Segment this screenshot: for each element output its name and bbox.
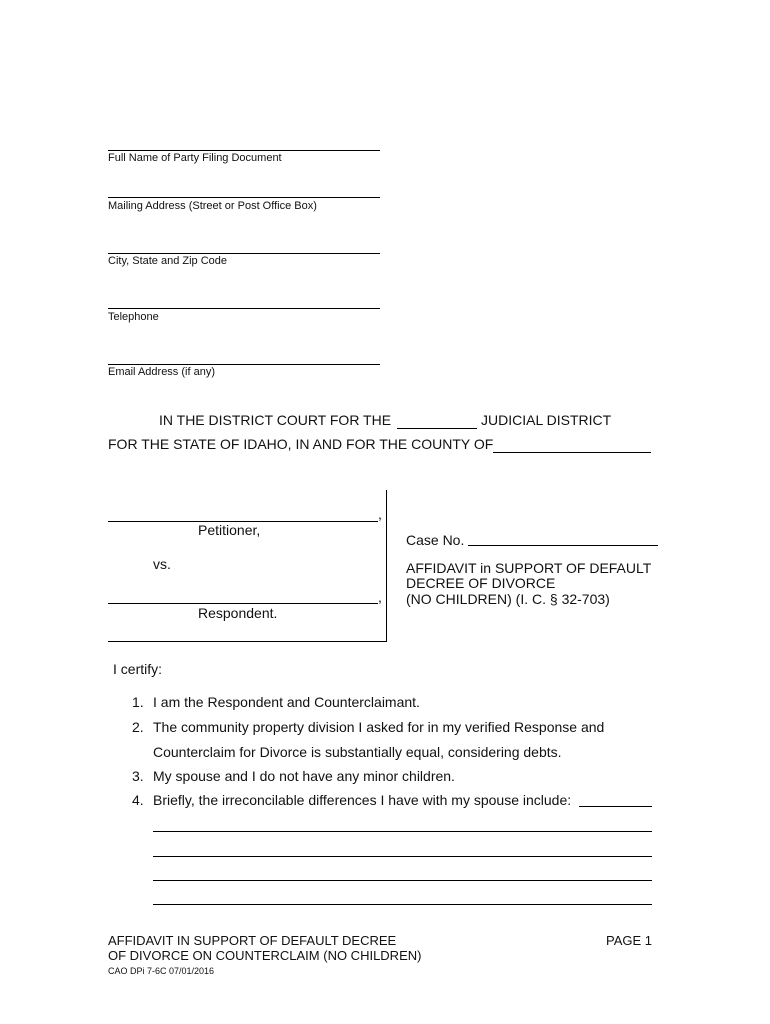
petitioner-label: Petitioner,	[198, 522, 261, 538]
email-label: Email Address (if any)	[108, 366, 215, 378]
mailing-address-line[interactable]	[108, 197, 380, 198]
respondent-label: Respondent.	[198, 605, 278, 621]
document-title-line-3: (NO CHILDREN) (I. C. § 32-703)	[406, 591, 610, 607]
certify-intro: I certify:	[113, 661, 163, 677]
differences-blank-line-1[interactable]	[153, 831, 652, 832]
differences-blank-line-3[interactable]	[153, 880, 652, 881]
court-line-1-prefix: IN THE DISTRICT COURT FOR THE	[159, 412, 392, 428]
item-3-number: 3.	[132, 768, 144, 784]
telephone-label: Telephone	[108, 311, 159, 323]
caption-bottom-rule	[108, 641, 387, 642]
county-blank[interactable]	[493, 452, 651, 453]
email-line[interactable]	[108, 364, 380, 365]
item-2-number: 2.	[132, 719, 144, 735]
item-4-text: Briefly, the irreconcilable differences I have with my spouse include:	[153, 792, 572, 808]
caption-divider-vertical	[386, 490, 387, 642]
document-title-line-2: DECREE OF DIVORCE	[406, 575, 556, 591]
item-2-text-continued: Counterclaim for Divorce is substantially equal, considering debts.	[153, 744, 562, 760]
city-state-zip-label: City, State and Zip Code	[108, 255, 228, 267]
respondent-comma: ,	[378, 589, 382, 605]
telephone-line[interactable]	[108, 308, 380, 309]
mailing-address-label: Mailing Address (Street or Post Office Box)	[108, 200, 317, 212]
item-3-text: My spouse and I do not have any minor children.	[153, 768, 455, 784]
case-number-label: Case No.	[406, 532, 465, 548]
form-code: CAO DPi 7-6C 07/01/2016	[108, 966, 215, 976]
court-line-2-prefix: FOR THE STATE OF IDAHO, IN AND FOR THE COUNTY OF	[108, 436, 494, 452]
case-number-blank[interactable]	[468, 545, 658, 546]
item-1-text: I am the Respondent and Counterclaimant.	[153, 694, 420, 710]
item-1-number: 1.	[132, 694, 144, 710]
differences-blank-line-2[interactable]	[153, 856, 652, 857]
respondent-name-line[interactable]	[108, 603, 378, 604]
page-number: PAGE 1	[606, 933, 653, 948]
court-line-1-suffix: JUDICIAL DISTRICT	[481, 412, 612, 428]
differences-blank-line-4[interactable]	[153, 904, 652, 905]
full-name-line[interactable]	[108, 150, 380, 151]
vs-label: vs.	[153, 556, 171, 572]
item-2-text: The community property division I asked for in my verified Response and	[153, 719, 605, 735]
footer-title-line-2: OF DIVORCE ON COUNTERCLAIM (NO CHILDREN)	[108, 948, 422, 963]
document-title-line-1: AFFIDAVIT in SUPPORT OF DEFAULT	[406, 560, 652, 576]
city-state-zip-line[interactable]	[108, 253, 380, 254]
footer-title-line-1: AFFIDAVIT IN SUPPORT OF DEFAULT DECREE	[108, 933, 397, 948]
differences-blank-inline[interactable]	[579, 806, 652, 807]
judicial-district-blank[interactable]	[397, 428, 477, 429]
petitioner-comma: ,	[378, 506, 382, 522]
item-4-number: 4.	[132, 792, 144, 808]
full-name-label: Full Name of Party Filing Document	[108, 152, 282, 164]
